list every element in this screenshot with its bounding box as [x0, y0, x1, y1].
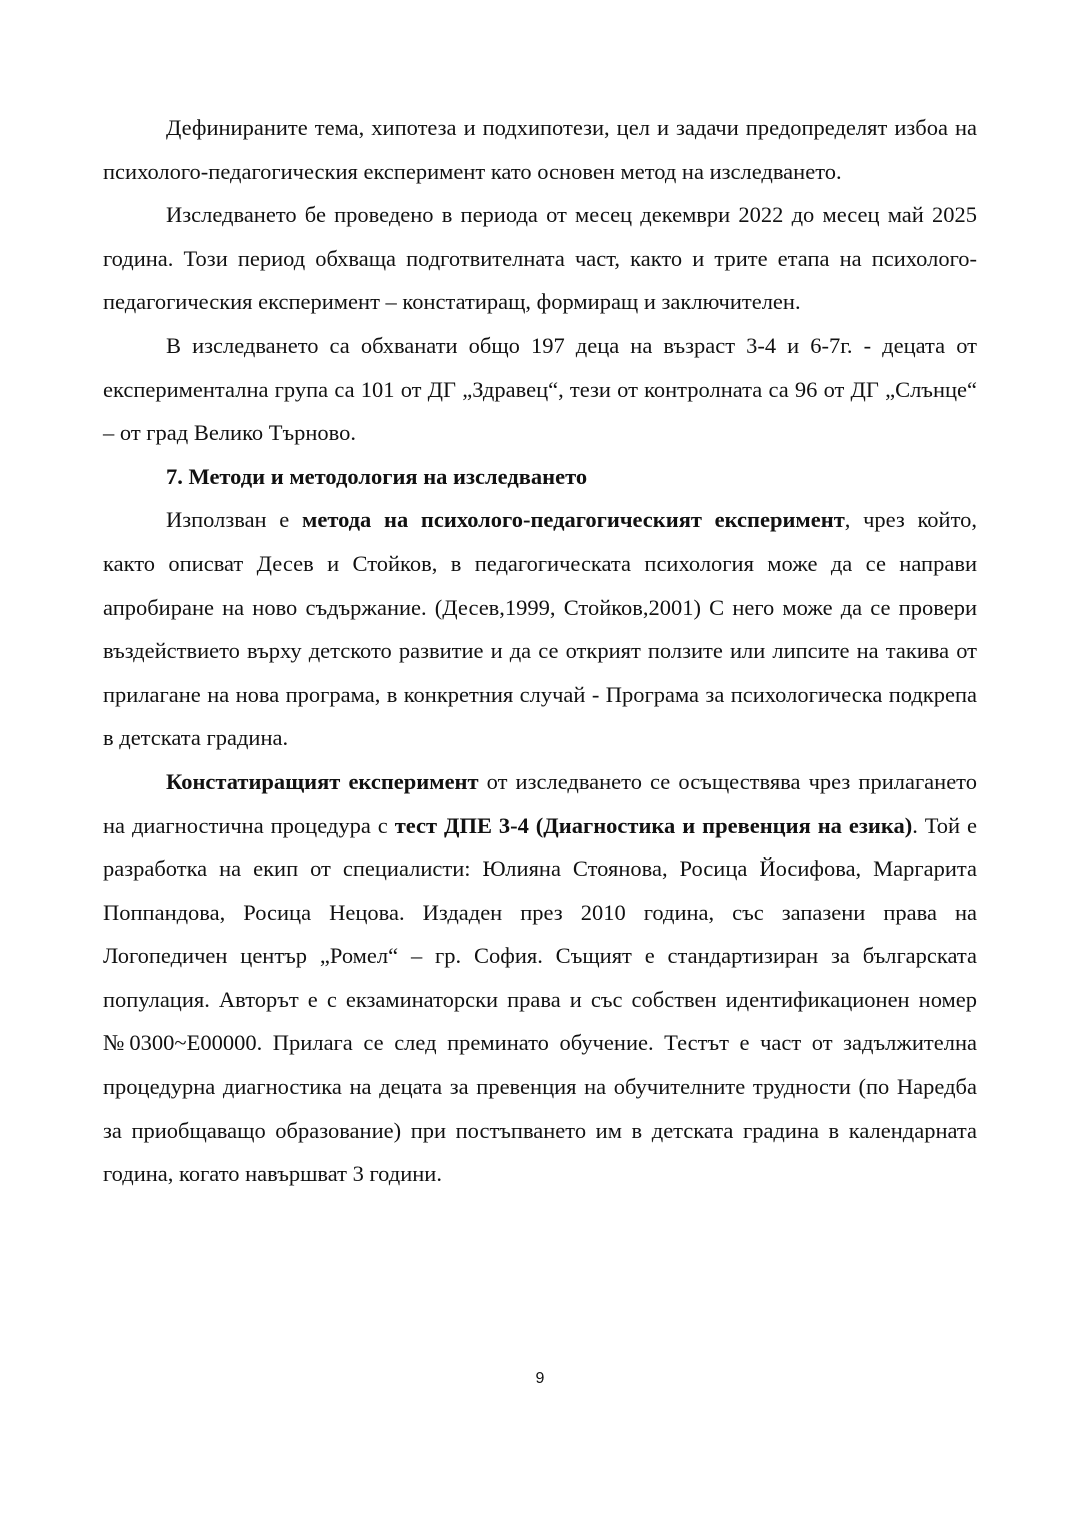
experiment-text-part2: . Той е разработка на екип от специалисти: Юлияна Стоянова, Росица Йосифова, Маргарита Поппандова, Росица Нецова. Издаден през 2010 година, със запазени права на Логопедичен център „Ромел“ – гр. София. Същият е стандартизиран за българската популация. Авторът е с екзаминаторски права и със собствен идентификационен номер №0300~E00000. Прилага се след преминато обучение. Тестът е част от задължителна процедурна диагностика на децата за превенция на обучителните трудности (по Наредба за приобщаващо образование) при постъпването им в детската градина в календарната година, когато навършват 3 години.	[103, 812, 977, 1187]
test-name-bold: тест ДПЕ 3-4 (Диагностика и превенция на езика)	[394, 812, 913, 838]
methods-bold-term: метода на психолого-педагогическият експеримент	[302, 507, 845, 533]
paragraph-topic-hypothesis: Дефинираните тема, хипотеза и подхипотези, цел и задачи предопределят избоа на психолого-педагогическия експеримент като основен метод на изследването.	[103, 115, 977, 184]
paragraph-ascertaining-experiment	[103, 760, 977, 1196]
experiment-bold-term: Констатиращият експеримент	[166, 768, 479, 794]
paragraph-methods	[103, 498, 977, 760]
experiment-text-part1: от изследването се осъществява чрез прилагането на диагностична процедура с	[103, 768, 977, 838]
paragraph-research-period: Изследването бе проведено в периода от месец декември 2022 до месец май 2025 година. Този период обхваща подготвителната част, както и трите етапа на психолого-педагогическия експеримент – констатиращ, формиращ и заключителен.	[103, 202, 977, 315]
methods-text-start: Използван е	[166, 507, 302, 533]
body-text	[103, 106, 977, 1196]
section-heading: 7. Методи и методология на изследването	[166, 463, 588, 489]
page-number: 9	[535, 1370, 545, 1387]
paragraph-participants: В изследването са обхванати общо 197 деца на възраст 3-4 и 6-7г. - децата от експериментална група са 101 от ДГ „Здравец“, тези от контролната са 96 от ДГ „Слънце“ – от град Велико Търново.	[103, 332, 977, 446]
methods-text-rest: , чрез който, както описват Десев и Стойков, в педагогическата психология може да се направи апробиране на ново съдържание. (Десев,1999, Стойков,2001) С него може да се провери въздействието върху детското развитие и да се открият ползите или липсите на такива от прилагане на нова програма, в конкретния случай - Програма за психологическа подкрепа в детската градина.	[103, 507, 977, 751]
